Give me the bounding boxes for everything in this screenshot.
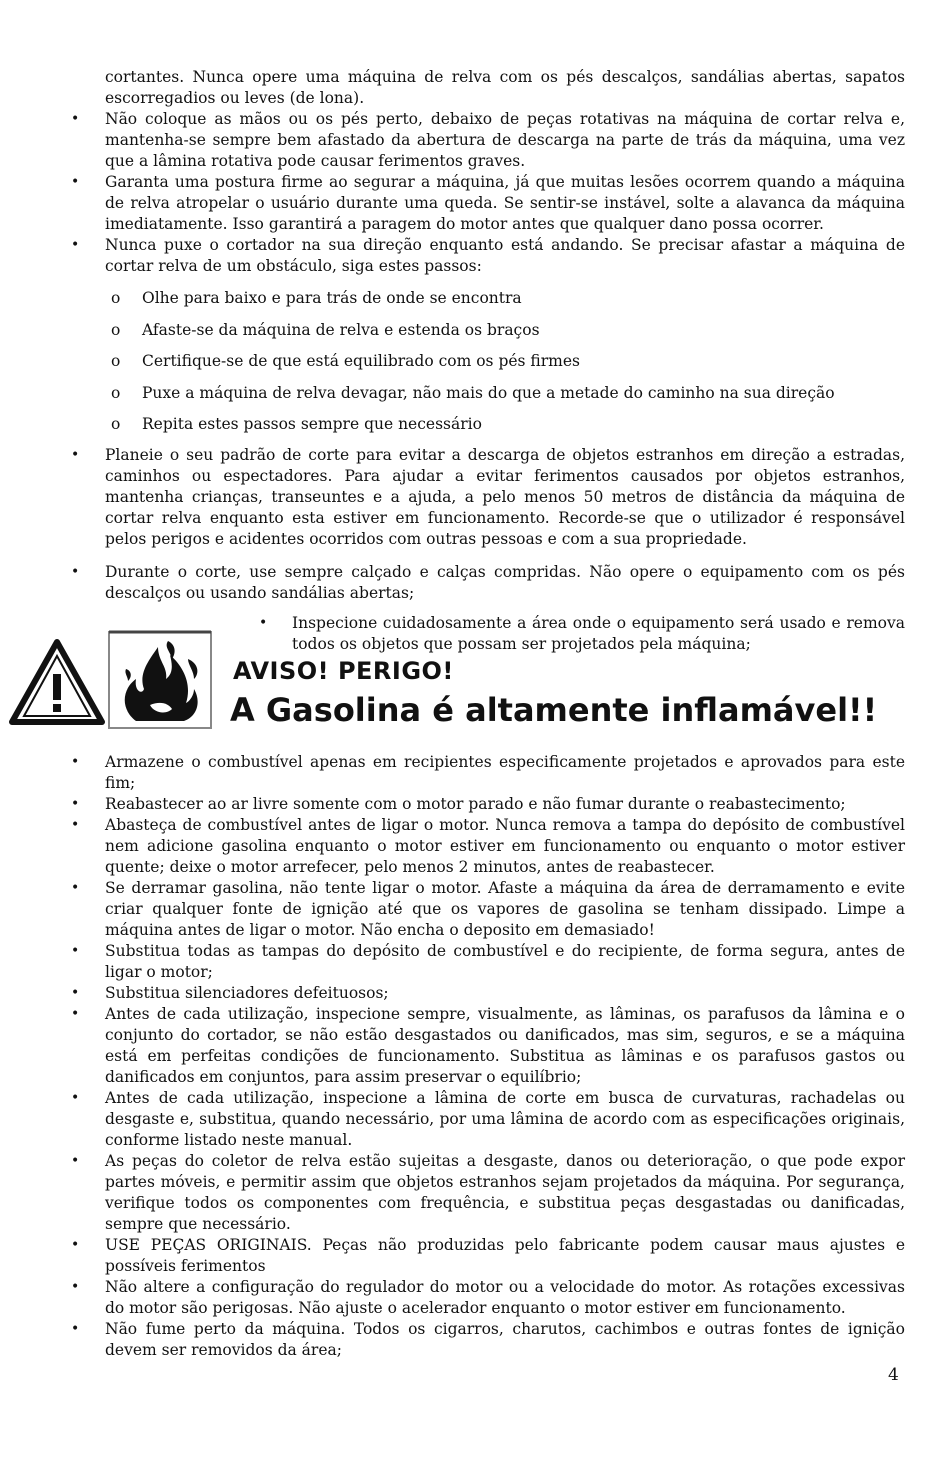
- step-item: o Repita estes passos sempre que necessário: [111, 415, 482, 433]
- bullet-icon: •: [71, 985, 80, 1001]
- bullet-icon: •: [71, 880, 80, 896]
- bullet-icon: •: [71, 447, 80, 463]
- bullet-icon: •: [71, 174, 80, 190]
- bullet-icon: •: [71, 1279, 80, 1295]
- bullet-icon: •: [71, 817, 80, 833]
- list-item: • Substitua silenciadores defeituosos;: [71, 984, 389, 1002]
- safety-list-mid-2: [0, 562, 905, 604]
- inline-list-item: • Inspecione cuidadosamente a área onde o equipamento será usado e remova todos os objetos que possam ser projetados pela máquina;: [259, 614, 905, 653]
- list-item: • USE PEÇAS ORIGINAIS. Peças não produzidas pelo fabricante podem causar maus ajustes e possíveis ferimentos: [71, 1236, 905, 1275]
- page-number: 4: [888, 1365, 899, 1385]
- list-item: • Substitua todas as tampas do depósito de combustível e do recipiente, de forma segura, antes de ligar o motor;: [71, 942, 905, 981]
- step-item: o Puxe a máquina de relva devagar, não mais do que a metade do caminho na sua direção: [111, 383, 835, 402]
- circle-bullet-icon: o: [111, 352, 121, 370]
- bullet-icon: •: [71, 1321, 80, 1337]
- step-list: [0, 288, 905, 446]
- step-item: o Olhe para baixo e para trás de onde se encontra: [111, 289, 522, 307]
- bullet-icon: •: [71, 1090, 80, 1106]
- bullet-icon: •: [71, 237, 80, 253]
- list-item: • Não coloque as mãos ou os pés perto, debaixo de peças rotativas na máquina de cortar relva e, mantenha-se sempre bem afastado da abertura de descarga na parte de trás da máquina, uma vez que a lâmina rotativa pode causar ferimentos graves.: [71, 110, 905, 170]
- list-item: • Durante o corte, use sempre calçado e calças compridas. Não opere o equipamento com os pés descalços ou usando sandálias abertas;: [71, 563, 905, 602]
- safety-list-mid-1: [0, 445, 905, 550]
- list-item: • As peças do coletor de relva estão sujeitas a desgaste, danos ou deterioração, o que pode expor partes móveis, e permitir assim que objetos estranhos sejam projetados da máquina. Por segurança, verifique todos os componentes com frequência, e substitua peças desgastadas ou danificadas, sempre que necessário.: [71, 1152, 905, 1233]
- bullet-icon: •: [71, 754, 80, 770]
- bullet-icon: •: [71, 1237, 80, 1253]
- circle-bullet-icon: o: [111, 289, 121, 307]
- warning-subheading: A Gasolina é altamente inflamável!!: [230, 691, 878, 729]
- bullet-icon: •: [259, 615, 268, 631]
- safety-list-top: [0, 109, 905, 277]
- bullet-icon: •: [71, 111, 80, 127]
- list-item: • Não altere a configuração do regulador do motor ou a velocidade do motor. As rotações excessivas do motor são perigosas. Não ajuste o acelerador enquanto o motor estiver em funcionamento.: [71, 1278, 905, 1317]
- list-item: • Abasteça de combustível antes de ligar o motor. Nunca remova a tampa do depósito de combustível nem adicione gasolina enquanto o motor estiver em funcionamento ou enquanto o motor estiver quente; deixe o motor arrefecer, pelo menos 2 minutos, antes de reabastecer.: [71, 816, 905, 876]
- bullet-icon: •: [71, 1153, 80, 1169]
- warning-heading: AVISO! PERIGO!: [233, 657, 454, 685]
- warning-triangle-icon: [8, 636, 106, 728]
- list-item: • Garanta uma postura firme ao segurar a máquina, já que muitas lesões ocorrem quando a máquina de relva atropelar o usuário durante uma queda. Se sentir-se instável, solte a alavanca da máquina imediatamente. Isso garantirá a paragem do motor antes que qualquer dano possa ocorrer.: [71, 173, 905, 233]
- circle-bullet-icon: o: [111, 383, 121, 402]
- circle-bullet-icon: o: [111, 320, 121, 339]
- list-item: • Reabastecer ao ar livre somente com o motor parado e não fumar durante o reabastecimento;: [71, 795, 846, 813]
- bullet-icon: •: [71, 943, 80, 959]
- list-item: • Antes de cada utilização, inspecione sempre, visualmente, as lâminas, os parafusos da lâmina e o conjunto do cortador, se não estão desgastados ou danificados, mas sim, seguros, e se a máquina está em perfeitas condições de funcionamento. Substitua as lâminas e os parafusos gastos ou danificados em conjuntos, para assim preservar o equilíbrio;: [71, 1005, 905, 1086]
- circle-bullet-icon: o: [111, 415, 121, 433]
- flammable-fire-icon: [106, 629, 214, 731]
- safety-list-bottom: [0, 752, 905, 1361]
- continued-paragraph: cortantes. Nunca opere uma máquina de relva com os pés descalços, sandálias abertas, sapatos escorregadios ou leves (de lona).: [105, 68, 905, 107]
- list-item: • Antes de cada utilização, inspecione a lâmina de corte em busca de curvaturas, rachadelas ou desgaste e, substitua, quando necessário, por uma lâmina de acordo com as especificações originais, conforme listado neste manual.: [71, 1089, 905, 1149]
- step-item: o Afaste-se da máquina de relva e estenda os braços: [111, 320, 540, 339]
- list-item: • Se derramar gasolina, não tente ligar o motor. Afaste a máquina da área de derramamento e evite criar qualquer fonte de ignição até que os vapores de gasolina se tenham dissipado. Limpe a máquina antes de ligar o motor. Não encha o deposito em demasiado!: [71, 879, 905, 939]
- list-item: • Não fume perto da máquina. Todos os cigarros, charutos, cachimbos e outras fontes de ignição devem ser removidos da área;: [71, 1320, 905, 1359]
- list-item: • Planeie o seu padrão de corte para evitar a descarga de objetos estranhos em direção a estradas, caminhos ou espectadores. Para ajudar a evitar ferimentos causados por objetos estranhos, mantenha crianças, transeuntes e a ajuda, a pelo menos 50 metros de distância da máquina de cortar relva enquanto esta estiver em funcionamento. Recorde-se que o utilizador é responsável pelos perigos e acidentes ocorridos com outras pessoas e com a sua propriedade.: [71, 446, 905, 548]
- list-item: • Armazene o combustível apenas em recipientes especificamente projetados e aprovados para este fim;: [71, 753, 905, 792]
- step-item: o Certifique-se de que está equilibrado com os pés firmes: [111, 352, 580, 370]
- bullet-icon: •: [71, 564, 80, 580]
- bullet-icon: •: [71, 796, 80, 812]
- bullet-icon: •: [71, 1006, 80, 1022]
- list-item: • Nunca puxe o cortador na sua direção enquanto está andando. Se precisar afastar a máquina de cortar relva de um obstáculo, siga estes passos:: [71, 236, 905, 275]
